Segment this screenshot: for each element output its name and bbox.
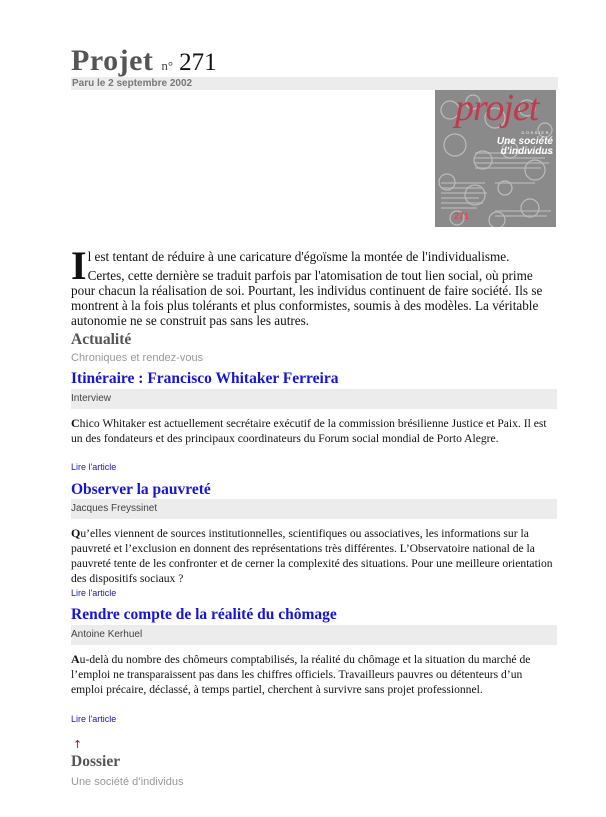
- article-title-1[interactable]: Itinéraire : Francisco Whitaker Ferreira: [71, 370, 339, 387]
- article-title-3[interactable]: Rendre compte de la réalité du chômage: [71, 606, 337, 623]
- cover-image: [435, 90, 556, 227]
- masthead: [71, 44, 217, 78]
- article-title-2[interactable]: Observer la pauvreté: [71, 481, 211, 498]
- read-article-link-2[interactable]: Lire l'article: [71, 588, 117, 598]
- drop-cap: I: [71, 243, 87, 288]
- issue-number: 271: [179, 49, 217, 76]
- intro-text: [71, 232, 559, 328]
- article-excerpt-1: Chico Whitaker est actuellement secrétaire exécutif de la commission brésilienne Justice et Paix. Il est un des fondateurs et des principaux coordinateurs du Forum social mondial de Porto Alegre.: [71, 416, 547, 445]
- section-title-dossier: Dossier: [71, 753, 121, 770]
- read-article-link-3[interactable]: Lire l'article: [71, 714, 117, 724]
- article-author-2: Jacques Freyssinet: [71, 499, 557, 519]
- cover-issue-number: 271: [454, 211, 470, 221]
- section-title-actualite: Actualité: [71, 331, 132, 348]
- intro-paragraph: Certes, cette dernière se traduit parfois par l'atomisation de tout lien social, où prime pour chacun la réalisation de soi. Pourtant, les individus continuent de faire société. Ils se montrent à la fois plus tolérants et plus conformistes, soumis à des modèles. La véritable autonomie ne se construit pas sans les autres.: [71, 268, 543, 328]
- read-article-link-1[interactable]: Lire l'article: [71, 462, 117, 472]
- back-to-top-arrow-icon[interactable]: ↑: [73, 738, 83, 751]
- cover-tag: DOSSIER: [521, 130, 550, 135]
- cover-logo: projet: [455, 90, 539, 129]
- article-excerpt-3: Au-delà du nombre des chômeurs comptabilisés, la réalité du chômage et la situation du marché de l’emploi ne transparaissent pas dans les chiffres officiels. Travailleurs pauvres ou détenteurs d’un emploi précaire, déclassé, à temps partiel, cherchent à survivre sans projet professionnel.: [71, 652, 531, 696]
- magazine-name: Projet: [71, 44, 154, 77]
- article-excerpt-2: Qu’elles viennent de sources institutionnelles, scientifiques ou associatives, les informations sur la pauvreté et l’exclusion en donnent des représentations très différentes. L’Observatoire national de la pauvreté tente de les confronter et de cerner la complexité des situations. Pour une meilleure orientation des dispositifs sociaux ?: [71, 526, 553, 585]
- section-subtitle-actualite: Chroniques et rendez-vous: [71, 352, 204, 364]
- publication-date: Paru le 2 septembre 2002: [71, 77, 558, 90]
- section-subtitle-dossier: Une société d’individus: [71, 776, 184, 788]
- article-author-1: Interview: [71, 389, 557, 409]
- intro-first-line: l est tentant de réduire à une caricature d'égoïsme la montée de l'individualisme.: [87, 249, 510, 264]
- issue-number-label: n°: [161, 58, 174, 73]
- article-author-3: Antoine Kerhuel: [71, 625, 557, 645]
- cover-title: Une société d'individus: [496, 136, 553, 157]
